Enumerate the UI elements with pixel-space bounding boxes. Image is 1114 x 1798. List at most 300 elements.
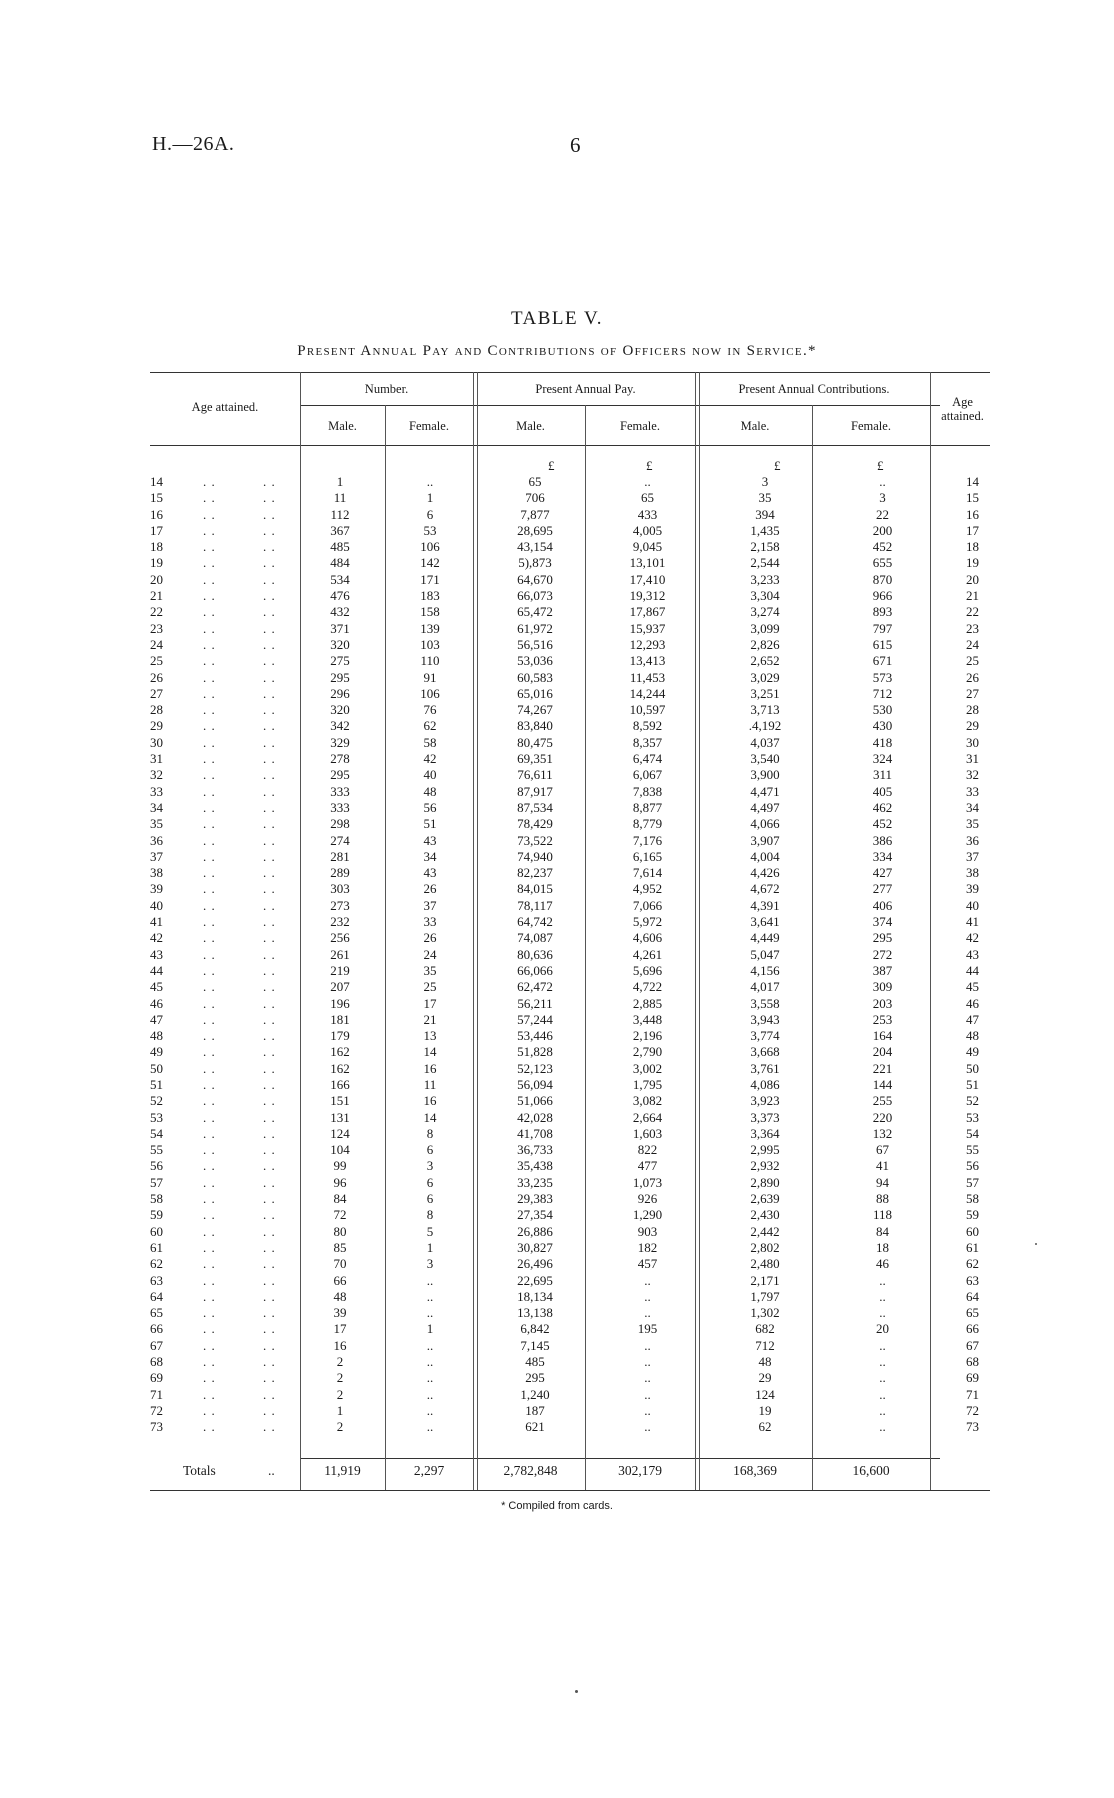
table-row — [0, 718, 1114, 734]
table-row — [0, 881, 1114, 897]
pay-male: 26,886 — [517, 1223, 553, 1239]
number-female: 16 — [423, 1093, 437, 1109]
contrib-male: 2,639 — [750, 1191, 780, 1207]
pay-female: .. — [644, 1272, 651, 1288]
pay-male: 83,840 — [517, 718, 553, 734]
pay-female: 2,885 — [632, 995, 663, 1011]
contrib-female: 406 — [872, 897, 893, 913]
number-male: 84 — [333, 1191, 347, 1207]
pay-female: .. — [644, 1419, 651, 1435]
dot-leader: . . — [263, 865, 276, 881]
pay-female: 4,722 — [632, 979, 663, 995]
number-male: 298 — [330, 816, 350, 832]
dot-leader: . . — [203, 799, 216, 815]
row-age-right: 68 — [966, 1354, 979, 1370]
scan-speck — [575, 1690, 578, 1693]
number-female: 110 — [420, 653, 440, 669]
dot-leader: . . — [263, 1272, 276, 1288]
number-female: .. — [426, 1354, 434, 1370]
pay-male: 60,583 — [517, 669, 553, 685]
contrib-female: 20 — [876, 1321, 889, 1337]
dot-leader: . . — [263, 832, 276, 848]
row-age-right: 15 — [966, 490, 979, 506]
table-row — [0, 588, 1114, 604]
number-male: 371 — [330, 620, 350, 636]
number-female: .. — [426, 1419, 434, 1435]
row-age: 32 — [150, 767, 163, 783]
row-age: 66 — [150, 1321, 163, 1337]
row-age-right: 24 — [966, 636, 979, 652]
table-row — [0, 1305, 1114, 1321]
row-age: 72 — [150, 1402, 163, 1418]
number-female: 1 — [426, 1321, 434, 1337]
row-age-right: 38 — [966, 865, 979, 881]
row-age: 62 — [150, 1256, 163, 1272]
row-age: 21 — [150, 588, 163, 604]
dot-leader: . . — [263, 1044, 276, 1060]
row-age: 37 — [150, 848, 163, 864]
table-body — [0, 474, 1114, 1436]
number-female: .. — [426, 1370, 434, 1386]
row-age-right: 18 — [966, 539, 979, 555]
number-female: 11 — [423, 1076, 437, 1092]
number-female: 139 — [420, 620, 440, 636]
number-male: 275 — [330, 653, 350, 669]
number-female: .. — [426, 1305, 434, 1321]
dot-leader: . . — [203, 897, 216, 913]
number-female: 62 — [423, 718, 437, 734]
table-row — [0, 1387, 1114, 1403]
pay-male: 51,828 — [517, 1044, 553, 1060]
table-row — [0, 604, 1114, 620]
table-top-rule — [150, 372, 990, 373]
contrib-female: 374 — [872, 914, 893, 930]
dot-leader: . . — [263, 571, 276, 587]
number-female: 25 — [423, 979, 437, 995]
contrib-female: 405 — [872, 783, 893, 799]
row-age: 60 — [150, 1223, 163, 1239]
number-female: 171 — [420, 571, 440, 587]
pay-male: 65 — [528, 474, 542, 489]
table-row — [0, 555, 1114, 571]
table-row — [0, 490, 1114, 506]
pay-male: 1,240 — [520, 1386, 550, 1402]
pay-male: 13,138 — [517, 1305, 553, 1321]
table-row — [0, 833, 1114, 849]
number-male: 281 — [330, 848, 350, 864]
pay-female: 13,101 — [629, 555, 666, 571]
table-row — [0, 507, 1114, 523]
contrib-male: 48 — [758, 1354, 772, 1370]
contrib-female: 22 — [876, 506, 889, 522]
row-age-right: 61 — [966, 1239, 979, 1255]
row-age: 56 — [150, 1158, 163, 1174]
table-row — [0, 1256, 1114, 1272]
number-male: 333 — [330, 799, 350, 815]
contrib-female: 253 — [872, 1011, 893, 1027]
number-male: 476 — [330, 588, 350, 604]
contrib-male: 4,497 — [750, 799, 780, 815]
contrib-male: .4,192 — [748, 718, 782, 734]
row-age: 61 — [150, 1239, 163, 1255]
table-row — [0, 474, 1114, 490]
header-age-attained: Age attained. — [191, 400, 259, 414]
contrib-female: 88 — [876, 1191, 889, 1207]
pay-female: 8,592 — [632, 718, 663, 734]
number-female: .. — [426, 474, 434, 489]
number-female: 40 — [423, 767, 437, 783]
pay-male: 56,516 — [517, 636, 553, 652]
number-male: 295 — [330, 669, 350, 685]
dot-leader: . . — [263, 1256, 276, 1272]
pay-male: 7,877 — [520, 506, 550, 522]
dot-leader: . . — [203, 702, 216, 718]
row-age-right: 55 — [966, 1142, 979, 1158]
dot-leader: . . — [263, 914, 276, 930]
pay-male: 35,438 — [517, 1158, 553, 1174]
contrib-female: 334 — [872, 848, 893, 864]
row-age: 64 — [150, 1288, 163, 1304]
dot-leader: . . — [263, 1321, 276, 1337]
pay-male: 64,742 — [517, 914, 553, 930]
table-row — [0, 670, 1114, 686]
contrib-male: 19 — [758, 1402, 772, 1418]
dot-leader: . . — [203, 1386, 216, 1402]
number-male: 181 — [330, 1011, 350, 1027]
contrib-female: 573 — [872, 669, 893, 685]
row-age: 17 — [150, 522, 163, 538]
row-age-right: 42 — [966, 930, 979, 946]
number-female: .. — [426, 1337, 434, 1353]
pay-male: 87,534 — [517, 799, 553, 815]
row-age-right: 63 — [966, 1272, 979, 1288]
dot-leader: . . — [203, 474, 216, 489]
pay-male: 5),873 — [518, 555, 552, 571]
pay-female: 9,045 — [632, 539, 663, 555]
table-row — [0, 979, 1114, 995]
number-female: 51 — [423, 816, 437, 832]
row-age: 54 — [150, 1125, 163, 1141]
pay-female: 13,413 — [629, 653, 666, 669]
number-female: 142 — [420, 555, 440, 571]
number-female: 21 — [423, 1011, 437, 1027]
table-row — [0, 816, 1114, 832]
dot-leader: . . — [203, 1239, 216, 1255]
pay-male: 621 — [525, 1419, 545, 1435]
table-row — [0, 963, 1114, 979]
pay-female: 4,005 — [632, 522, 663, 538]
pay-female: 11,453 — [629, 669, 666, 685]
pay-female: 5,696 — [632, 962, 663, 978]
contrib-male: 2,932 — [750, 1158, 780, 1174]
number-male: 11 — [333, 490, 347, 506]
row-age: 69 — [150, 1370, 163, 1386]
dot-leader: . . — [263, 734, 276, 750]
pay-male: 78,117 — [517, 897, 553, 913]
pay-female: 8,357 — [632, 734, 663, 750]
table-row — [0, 784, 1114, 800]
row-age: 40 — [150, 897, 163, 913]
number-male: 72 — [333, 1207, 347, 1223]
number-male: 278 — [330, 751, 350, 767]
contrib-male: 4,066 — [750, 816, 780, 832]
dot-leader: . . — [203, 653, 216, 669]
contrib-male: 2,652 — [750, 653, 780, 669]
footnote: * Compiled from cards. — [501, 1500, 613, 1512]
contrib-male: 3,029 — [750, 669, 780, 685]
table-row — [0, 930, 1114, 946]
row-age-right: 62 — [966, 1256, 979, 1272]
header-age-attained-right-line2: attained. — [941, 409, 984, 423]
currency-symbol-pay-female: £ — [646, 458, 653, 473]
dot-leader: . . — [203, 946, 216, 962]
row-age: 55 — [150, 1142, 163, 1158]
pay-male: 87,917 — [517, 783, 553, 799]
number-female: 16 — [423, 1060, 437, 1076]
row-age: 39 — [150, 881, 163, 897]
number-female: 106 — [420, 685, 440, 701]
number-male: 104 — [330, 1142, 350, 1158]
row-age-right: 65 — [966, 1305, 979, 1321]
row-age: 22 — [150, 604, 163, 620]
contrib-female: 295 — [872, 930, 893, 946]
row-age: 35 — [150, 816, 163, 832]
number-male: 179 — [330, 1028, 350, 1044]
number-male: 261 — [330, 946, 350, 962]
pay-male: 74,087 — [517, 930, 553, 946]
dot-leader: . . — [263, 881, 276, 897]
pay-female: 6,474 — [632, 751, 663, 767]
dot-leader: . . — [263, 799, 276, 815]
number-male: 432 — [330, 604, 350, 620]
contrib-female: .. — [879, 1402, 886, 1418]
contrib-male: 712 — [755, 1337, 775, 1353]
table-row — [0, 1289, 1114, 1305]
dot-leader: . . — [203, 1060, 216, 1076]
contrib-male: 3,558 — [750, 995, 780, 1011]
pay-male: 76,611 — [517, 767, 553, 783]
header-present-annual-contributions: Present Annual Contributions. — [738, 382, 890, 396]
number-female: 34 — [423, 848, 437, 864]
dot-leader: . . — [203, 865, 216, 881]
row-age-right: 26 — [966, 669, 979, 685]
dot-leader: . . — [263, 685, 276, 701]
dot-leader: . . — [203, 1207, 216, 1223]
pay-male: 74,267 — [517, 702, 553, 718]
dot-leader: . . — [203, 881, 216, 897]
table-row — [0, 653, 1114, 669]
dot-leader: . . — [203, 1256, 216, 1272]
pay-female: .. — [644, 1370, 651, 1386]
contrib-male: 3,713 — [750, 702, 780, 718]
table-row — [0, 1158, 1114, 1174]
row-age: 52 — [150, 1093, 163, 1109]
contrib-female: 309 — [872, 979, 893, 995]
pay-male: 84,015 — [517, 881, 553, 897]
contrib-female: 272 — [872, 946, 893, 962]
pay-female: 7,838 — [632, 783, 663, 799]
contrib-male: 3,641 — [750, 914, 780, 930]
contrib-male: 3,540 — [750, 751, 780, 767]
dot-leader: . . — [263, 1093, 276, 1109]
totals-pay-male: 2,782,848 — [503, 1463, 558, 1478]
contrib-female: 94 — [876, 1174, 889, 1190]
contrib-female: 530 — [872, 702, 893, 718]
contrib-female: .. — [879, 1419, 886, 1435]
number-male: 320 — [330, 702, 350, 718]
table-row — [0, 1207, 1114, 1223]
pay-male: 295 — [525, 1370, 545, 1386]
dot-leader: . . — [263, 1305, 276, 1321]
dot-leader: . . — [203, 1158, 216, 1174]
dot-leader: . . — [263, 1191, 276, 1207]
number-male: 151 — [330, 1093, 350, 1109]
dot-leader: . . — [263, 588, 276, 604]
dot-leader: . . — [263, 555, 276, 571]
number-male: 162 — [330, 1060, 350, 1076]
currency-symbol-contrib-female: £ — [877, 458, 884, 473]
row-age-right: 40 — [966, 897, 979, 913]
dot-leader: . . — [263, 1223, 276, 1239]
table-row — [0, 1110, 1114, 1126]
dot-leader: . . — [203, 751, 216, 767]
contrib-male: 3,304 — [750, 588, 780, 604]
pay-female: .. — [644, 474, 651, 489]
dot-leader: . . — [263, 636, 276, 652]
table-row — [0, 865, 1114, 881]
contrib-male: 62 — [758, 1419, 772, 1435]
dot-leader: . . — [263, 767, 276, 783]
dot-leader: . . — [263, 1239, 276, 1255]
number-male: 48 — [333, 1288, 347, 1304]
dot-leader: . . — [203, 1370, 216, 1386]
number-male: 99 — [333, 1158, 347, 1174]
pay-male: 51,066 — [517, 1093, 553, 1109]
number-female: 56 — [423, 799, 437, 815]
number-male: 124 — [330, 1125, 350, 1141]
pay-male: 61,972 — [517, 620, 553, 636]
number-female: 183 — [420, 588, 440, 604]
pay-male: 80,475 — [517, 734, 553, 750]
dot-leader: . . — [203, 1354, 216, 1370]
pay-male: 82,237 — [517, 865, 553, 881]
row-age-right: 58 — [966, 1191, 979, 1207]
pay-female: 4,952 — [632, 881, 663, 897]
row-age: 65 — [150, 1305, 163, 1321]
pay-male: 27,354 — [517, 1207, 553, 1223]
totals-row — [0, 1463, 1114, 1483]
row-age: 44 — [150, 962, 163, 978]
number-male: 66 — [333, 1272, 347, 1288]
number-male: 485 — [330, 539, 350, 555]
pay-male: 33,235 — [517, 1174, 553, 1190]
number-male: 232 — [330, 914, 350, 930]
dot-leader: . . — [203, 718, 216, 734]
pay-female: 19,312 — [629, 588, 666, 604]
dot-leader: . . — [203, 848, 216, 864]
pay-female: 1,603 — [632, 1125, 663, 1141]
table-row — [0, 686, 1114, 702]
row-age: 68 — [150, 1354, 163, 1370]
contrib-male: 3,774 — [750, 1028, 780, 1044]
number-male: 85 — [333, 1239, 347, 1255]
pay-female: 12,293 — [629, 636, 666, 652]
table-subtitle: Present Annual Pay and Contributions of Officers now in Service.* — [297, 343, 817, 359]
contrib-female: .. — [879, 1272, 886, 1288]
table-row — [0, 751, 1114, 767]
pay-female: 3,082 — [632, 1093, 663, 1109]
contrib-female: 324 — [872, 751, 893, 767]
dot-leader: . . — [263, 474, 276, 489]
pay-male: 29,383 — [517, 1191, 553, 1207]
number-male: 367 — [330, 522, 350, 538]
number-female: 14 — [423, 1109, 437, 1125]
number-female: 42 — [423, 751, 437, 767]
pay-female: 7,066 — [632, 897, 663, 913]
row-age: 20 — [150, 571, 163, 587]
number-male: 219 — [330, 962, 350, 978]
pay-female: 1,290 — [632, 1207, 663, 1223]
number-male: 289 — [330, 865, 350, 881]
dot-leader: . . — [263, 718, 276, 734]
row-age: 36 — [150, 832, 163, 848]
page-reference: H.—26A. — [152, 133, 235, 155]
dot-leader: . . — [203, 620, 216, 636]
row-age-right: 31 — [966, 751, 979, 767]
header-age-attained-right-line1: Age — [952, 395, 973, 409]
pay-female: 8,877 — [632, 799, 663, 815]
table-row — [0, 1142, 1114, 1158]
number-female: 76 — [423, 702, 437, 718]
row-age-right: 14 — [966, 474, 979, 489]
number-male: 112 — [330, 506, 350, 522]
table-row — [0, 1240, 1114, 1256]
dot-leader: . . — [203, 767, 216, 783]
number-female: 37 — [423, 897, 437, 913]
dot-leader: . . — [203, 1109, 216, 1125]
dot-leader: . . — [263, 1060, 276, 1076]
row-age-right: 17 — [966, 522, 979, 538]
contrib-female: 671 — [872, 653, 893, 669]
row-age-right: 34 — [966, 799, 979, 815]
dot-leader: . . — [263, 1354, 276, 1370]
table-row — [0, 702, 1114, 718]
contrib-male: 1,435 — [750, 522, 780, 538]
dot-leader: . . — [263, 669, 276, 685]
pay-female: 10,597 — [629, 702, 666, 718]
contrib-female: 452 — [872, 539, 893, 555]
table-row — [0, 996, 1114, 1012]
row-age: 28 — [150, 702, 163, 718]
number-female: 5 — [426, 1223, 434, 1239]
row-age: 73 — [150, 1419, 163, 1435]
row-age-right: 49 — [966, 1044, 979, 1060]
pay-female: 1,073 — [632, 1174, 663, 1190]
row-age-right: 47 — [966, 1011, 979, 1027]
dot-leader: . . — [263, 539, 276, 555]
dot-leader: . . — [263, 1288, 276, 1304]
pay-female: 1,795 — [632, 1076, 663, 1092]
contrib-female: 615 — [872, 636, 893, 652]
contrib-female: 18 — [876, 1239, 889, 1255]
number-female: .. — [426, 1386, 434, 1402]
pay-female: 477 — [637, 1158, 658, 1174]
contrib-female: .. — [879, 1354, 886, 1370]
contrib-male: 3,099 — [750, 620, 780, 636]
number-male: 166 — [330, 1076, 350, 1092]
dot-leader: . . — [203, 1142, 216, 1158]
table-row — [0, 1321, 1114, 1337]
